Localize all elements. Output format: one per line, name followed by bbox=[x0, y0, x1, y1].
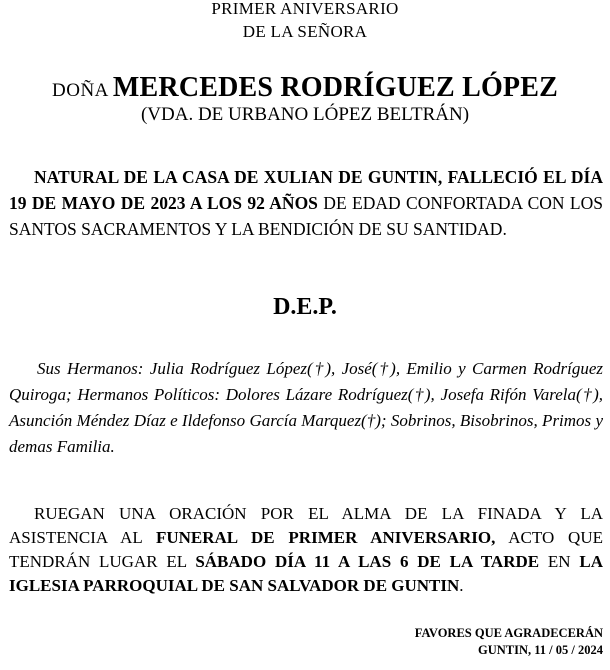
death-notice-paragraph bbox=[9, 164, 603, 242]
invitation-text-2: ACTO QUE TENDRÁN LUGAR EL bbox=[9, 528, 603, 571]
invitation-paragraph bbox=[9, 502, 603, 598]
widow-of: (VDA. DE URBANO LÓPEZ BELTRÁN) bbox=[140, 104, 470, 125]
invitation-text-3: EN bbox=[539, 552, 580, 571]
invitation-end: . bbox=[459, 576, 464, 595]
closing-thanks: FAVORES QUE AGRADECERÁN bbox=[414, 626, 603, 640]
funeral-datetime: SÁBADO DÍA 11 A LAS 6 DE LA TARDE bbox=[195, 552, 540, 571]
closing-place-date: GUNTIN, 11 / 05 / 2024 bbox=[477, 643, 603, 657]
invitation-text-1: RUEGAN UNA ORACIÓN POR EL ALMA DE LA FINADA Y LA ASISTENCIA AL bbox=[9, 504, 603, 547]
honorific-prefix: DOÑA bbox=[52, 80, 109, 101]
header-anniversary: PRIMER ANIVERSARIO bbox=[211, 0, 399, 18]
dep-heading: D.E.P. bbox=[273, 294, 337, 320]
family-paragraph: Sus Hermanos: Julia Rodríguez López(†), José(†), Emilio y Carmen Rodríguez Quiroga; Hermanos Políticos: Dolores Lázare Rodríguez(†), Josefa Rifón Varela(†), Asunción Méndez Díaz e Ildefonso García Marquez(†); Sobrinos, Bisobrinos, Primos y demas Familia. bbox=[9, 359, 603, 456]
header-lady: DE LA SEÑORA bbox=[242, 22, 368, 41]
deceased-name: MERCEDES RODRÍGUEZ LÓPEZ bbox=[112, 72, 558, 103]
funeral-title: FUNERAL DE PRIMER ANIVERSARIO, bbox=[155, 528, 496, 547]
closing-block bbox=[415, 625, 603, 659]
death-notice-text: DE EDAD CONFORTADA CON LOS SANTOS SACRAMENTOS Y LA BENDICIÓN DE SU SANTIDAD. bbox=[9, 193, 603, 239]
death-notice-bold: NATURAL DE LA CASA DE XULIAN DE GUNTIN, FALLECIÓ EL DÍA 19 DE MAYO DE 2023 A LOS 92 AÑOS bbox=[9, 167, 603, 213]
funeral-location: LA IGLESIA PARROQUIAL DE SAN SALVADOR DE GUNTIN bbox=[9, 552, 604, 595]
